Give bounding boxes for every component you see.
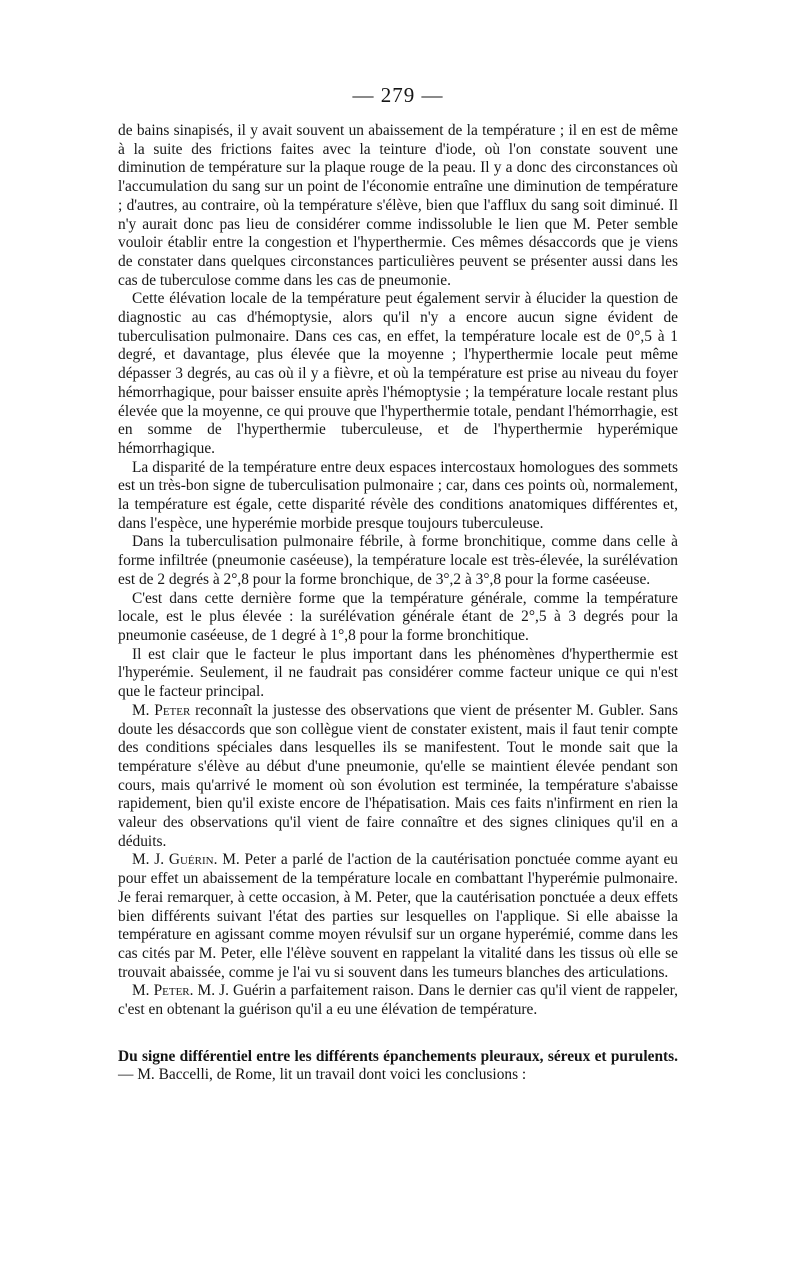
paragraph <box>118 982 678 1019</box>
speaker-name: M. Peter. <box>132 982 194 1000</box>
document-page <box>118 82 678 1085</box>
paragraph: Il est clair que le facteur le plus important dans les phénomènes d'hyperthermie est l'hyperémie. Seulement, il ne faudrait pas considérer comme facteur unique ce qui n'est que le facteur principal. <box>118 645 678 701</box>
paragraph: de bains sinapisés, il y avait souvent un abaissement de la température ; il en est de même à la suite des frictions faites avec la teinture d'iode, où l'on constate souvent une diminution de température sur la plaque rouge de la peau. Il y a donc des circonstances où l'accumulation du sang sur un point de l'économie entraîne une diminution de température ; d'autres, au contraire, où la température s'élève, bien que l'afflux du sang soit diminué. Il n'y aurait donc pas lieu de considérer comme indissoluble le lien que M. Peter semble vouloir établir entre la congestion et l'hyperthermie. Ces mêmes désaccords que je viens de constater dans quelques circonstances particulières peuvent se présenter aussi dans les cas de tuberculose comme dans les cas de pneumonie. <box>118 122 678 289</box>
section-heading <box>118 1048 678 1085</box>
paragraph: Cette élévation locale de la température peut également servir à élucider la question de diagnostic au cas d'hémoptysie, alors qu'il n'y a encore aucun signe évident de tuberculisation pulmonaire. Dans ces cas, en effet, la température locale est de 0°,5 à 1 degré, et davantage, plus élevée que la moyenne ; l'hyperthermie locale peut même dépasser 3 degrés, au cas où il y a fièvre, et où la température est prise au niveau du foyer hémorrhagique, pour baisser ensuite après l'hémoptysie ; la température locale restant plus élevée que la moyenne, ce qui prouve que l'hyperthermie totale, pendant l'hémorrhagie, est en somme de l'hyperthermie tuberculeuse, et de l'hyperthermie hyperémique hémorrhagique. <box>118 290 678 457</box>
section-title: Du signe différentiel entre les différents épanchements pleuraux, séreux et purulents. <box>118 1047 678 1065</box>
paragraph <box>118 851 678 982</box>
section-intro: — M. Baccelli, de Rome, lit un travail dont voici les conclusions : <box>118 1066 527 1084</box>
page-number: — 279 — <box>352 83 444 107</box>
paragraph-text: M. J. Guérin a parfaitement raison. Dans le dernier cas qu'il vient de rappeler, c'est en obtenant la guérison qu'il a eu une élévation de température. <box>118 982 678 1019</box>
speaker-name: M. J. Guérin. <box>132 851 218 869</box>
paragraph: La disparité de la température entre deux espaces intercostaux homologues des sommets est un très-bon signe de tuberculisation pulmonaire ; car, dans ces points où, normalement, la température est égale, cette disparité révèle des conditions anatomiques différentes et, dans l'espèce, une hyperémie morbide presque toujours tuberculeuse. <box>118 458 678 532</box>
paragraph-text: reconnaît la justesse des observations que vient de présenter M. Gubler. Sans doute les désaccords que son collègue vient de constater existent, mais il faut tenir compte des conditions spéciales dans lesquelles ils se manifestent. Tout le monde sait que la température s'élève au début d'une pneumonie, qu'elle se maintient élevée pendant son cours, mais qu'arrivé le moment où son évolution est terminée, la température s'abaisse rapidement, bien qu'il existe encore de l'hépatisation. Mais ces faits n'infirment en rien la valeur des observations qu'il vient de faire connaître et des signes cliniques qu'il en a déduits. <box>118 701 678 850</box>
paragraph: Dans la tuberculisation pulmonaire fébrile, à forme bronchitique, comme dans celle à forme infiltrée (pneumonie caséeuse), la température locale est très-élevée, la surélévation est de 2 degrés à 2°,8 pour la forme bronchique, de 3°,2 à 3°,8 pour la forme caséeuse. <box>118 533 678 588</box>
paragraph: C'est dans cette dernière forme que la température générale, comme la température locale, est le plus élevée : la surélévation générale étant de 2°,5 à 3 degrés pour la pneumonie caséeuse, de 1 degré à 1°,8 pour la forme bronchitique. <box>118 589 678 644</box>
speaker-name: M. Peter <box>132 701 191 719</box>
paragraph-text: M. Peter a parlé de l'action de la cautérisation ponctuée comme ayant eu pour effet un abaissement de la température locale en combattant l'hyperémie pulmonaire. Je ferai remarquer, à cette occasion, à M. Peter, que la cautérisation ponctuée a deux effets bien différents suivant l'état des parties sur lesquelles on l'applique. Si elle abaisse la température en agissant comme moyen révulsif sur un organe hyperémié, comme dans les cas cités par M. Peter, elle l'élève souvent en rappelant la vitalité dans les tissus où elle se trouvait abaissée, comme je l'ai vu si souvent dans les tumeurs blanches des articulations. <box>118 851 678 981</box>
paragraph <box>118 702 678 852</box>
body-text <box>118 122 678 1020</box>
